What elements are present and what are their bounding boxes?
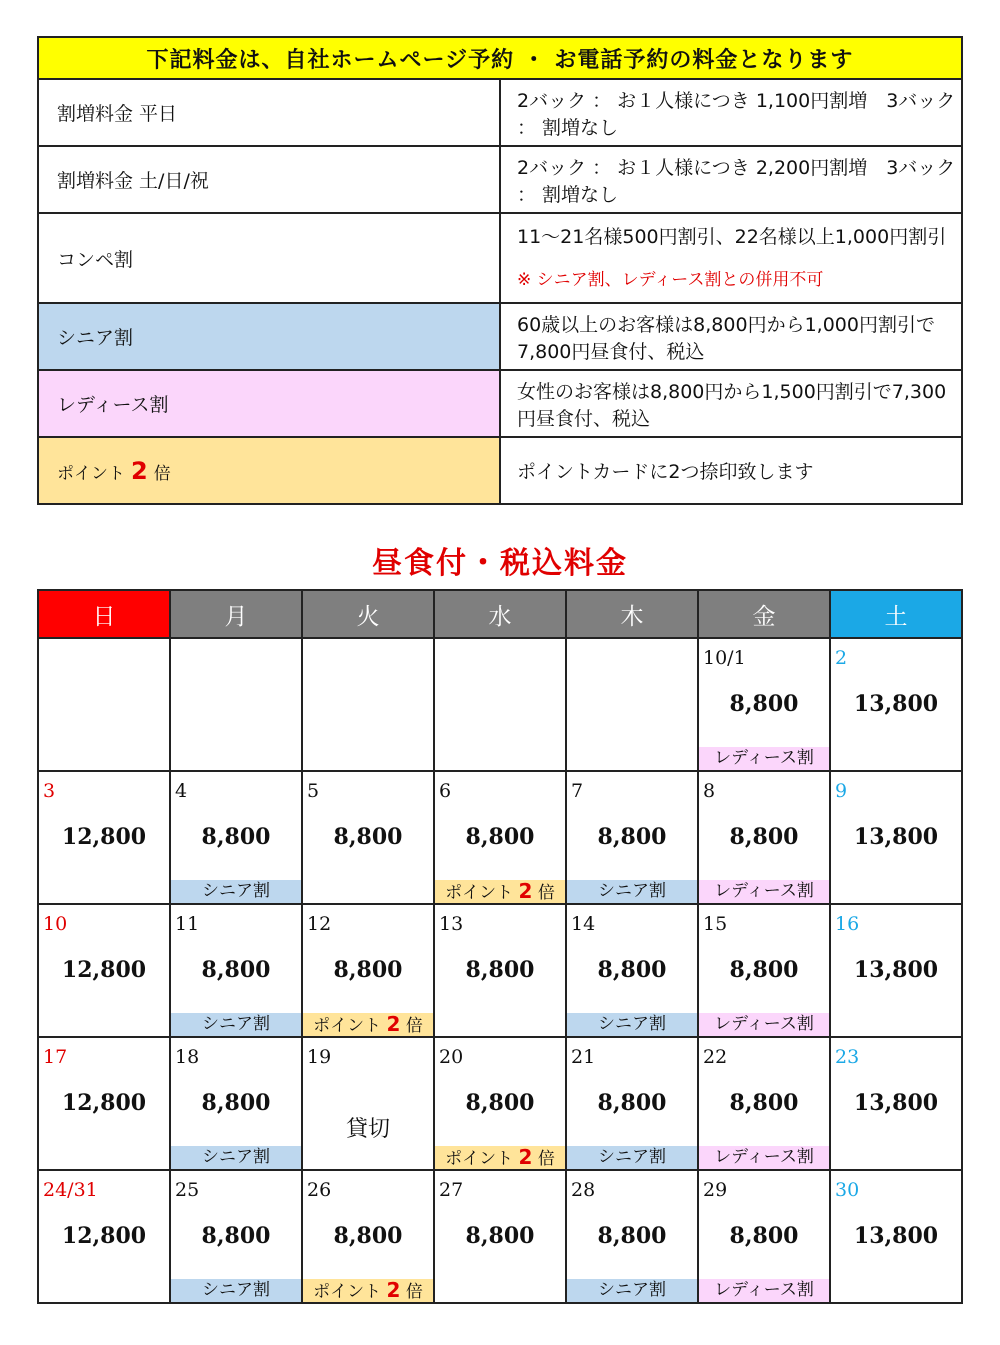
senior-badge: シニア割	[171, 1146, 301, 1169]
senior-badge: シニア割	[567, 880, 697, 903]
point-badge-pre: ポイント	[445, 1149, 514, 1169]
calendar-day-cell	[170, 904, 302, 1037]
day-price: 8,800	[333, 1223, 403, 1249]
price-calendar	[37, 589, 963, 1304]
calendar-day-cell	[830, 904, 962, 1037]
point-badge-num: 2	[386, 1012, 401, 1036]
day-number: 22	[703, 1046, 728, 1068]
day-price: 8,800	[729, 824, 799, 850]
point-badge-post: 倍	[405, 1282, 423, 1302]
day-price: 8,800	[729, 691, 799, 717]
day-price: 8,800	[729, 1223, 799, 1249]
calendar-title: 昼食付・税込料金	[372, 546, 628, 581]
senior-badge: シニア割	[171, 880, 301, 903]
calendar-day-cell	[830, 638, 962, 771]
day-number: 14	[571, 913, 596, 935]
day-price: 8,800	[465, 1090, 535, 1116]
day-number: 24/31	[43, 1179, 98, 1201]
ladies-badge: レディース割	[699, 1013, 829, 1036]
weekday-surcharge-label: 割増料金 平日	[38, 79, 500, 146]
calendar-day-cell	[830, 1037, 962, 1170]
calendar-day-cell	[38, 1170, 170, 1303]
calendar-day-cell	[434, 771, 566, 904]
day-number: 4	[175, 780, 188, 802]
info-row-senior	[38, 303, 962, 370]
day-number: 6	[439, 780, 452, 802]
day-price: 8,800	[729, 1090, 799, 1116]
calendar-day-cell	[302, 1170, 434, 1303]
weekend-surcharge-label: 割増料金 土/日/祝	[38, 146, 500, 213]
info-row-point	[38, 437, 962, 504]
point-badge-pre: ポイント	[313, 1016, 382, 1036]
day-price: 8,800	[465, 957, 535, 983]
weekday-header-row	[38, 590, 962, 638]
weekday-header-mon: 月	[170, 590, 302, 638]
calendar-week-row	[38, 904, 962, 1037]
ladies-badge: レディース割	[699, 747, 829, 770]
compe-discount-label: コンペ割	[38, 213, 500, 303]
calendar-day-cell	[566, 904, 698, 1037]
day-number: 13	[439, 913, 464, 935]
day-number: 26	[307, 1179, 332, 1201]
day-price: 12,800	[61, 824, 147, 850]
day-price: 8,800	[201, 957, 271, 983]
day-price: 8,800	[597, 1223, 667, 1249]
ladies-badge: レディース割	[699, 880, 829, 903]
senior-badge: シニア割	[567, 1146, 697, 1169]
day-number: 28	[571, 1179, 596, 1201]
calendar-day-cell	[38, 904, 170, 1037]
day-price: 12,800	[61, 1223, 147, 1249]
pricing-info-table	[37, 36, 963, 505]
day-price: 8,800	[201, 1223, 271, 1249]
day-price: 12,800	[61, 957, 147, 983]
day-price: 13,800	[853, 1223, 939, 1249]
senior-badge: シニア割	[567, 1013, 697, 1036]
calendar-day-cell	[302, 904, 434, 1037]
day-price: 13,800	[853, 1090, 939, 1116]
calendar-day-cell	[698, 904, 830, 1037]
day-price: 8,800	[597, 824, 667, 850]
calendar-day-cell	[566, 771, 698, 904]
point-double-label	[38, 437, 500, 504]
day-number: 25	[175, 1179, 200, 1201]
day-number: 29	[703, 1179, 728, 1201]
calendar-day-cell	[698, 1037, 830, 1170]
calendar-body	[38, 638, 962, 1303]
weekday-header-tue: 火	[302, 590, 434, 638]
day-price: 12,800	[61, 1090, 147, 1116]
day-price: 13,800	[853, 691, 939, 717]
ladies-badge: レディース割	[699, 1146, 829, 1169]
calendar-day-cell	[830, 1170, 962, 1303]
calendar-day-cell	[434, 638, 566, 771]
day-price: 8,800	[465, 824, 535, 850]
day-price: 13,800	[853, 957, 939, 983]
day-number: 8	[703, 780, 716, 802]
calendar-day-cell	[698, 771, 830, 904]
day-number: 30	[835, 1179, 860, 1201]
ladies-discount-label: レディース割	[38, 370, 500, 437]
day-price: 8,800	[333, 957, 403, 983]
calendar-day-cell	[38, 771, 170, 904]
day-price: 8,800	[333, 824, 403, 850]
calendar-day-cell	[434, 904, 566, 1037]
point-badge-num: 2	[518, 879, 533, 903]
day-number: 21	[571, 1046, 596, 1068]
point-badge-pre: ポイント	[313, 1282, 382, 1302]
calendar-day-cell	[38, 638, 170, 771]
day-number: 7	[571, 780, 584, 802]
ladies-badge: レディース割	[699, 1279, 829, 1302]
day-price: 8,800	[729, 957, 799, 983]
info-header-title: 下記料金は、自社ホームページ予約 ・ お電話予約の料金となります	[38, 37, 962, 79]
day-price: 8,800	[597, 1090, 667, 1116]
weekday-header-sun: 日	[38, 590, 170, 638]
calendar-day-cell	[830, 771, 962, 904]
compe-discount-value: 11～21名様500円割引、22名様以上1,000円割引	[517, 226, 947, 248]
day-price: 8,800	[465, 1223, 535, 1249]
day-price: 8,800	[597, 957, 667, 983]
weekday-header-fri: 金	[698, 590, 830, 638]
calendar-day-cell	[434, 1037, 566, 1170]
point-badge-num: 2	[386, 1278, 401, 1302]
calendar-day-cell	[566, 1037, 698, 1170]
calendar-day-cell	[698, 1170, 830, 1303]
calendar-day-cell	[170, 1037, 302, 1170]
ladies-discount-value: 女性のお客様は8,800円から1,500円割引で7,300円昼食付、税込	[500, 370, 962, 437]
calendar-day-cell	[434, 1170, 566, 1303]
point-badge-pre: ポイント	[445, 883, 514, 903]
point-label-pre: ポイント	[57, 463, 125, 484]
senior-badge: シニア割	[171, 1279, 301, 1302]
day-number: 23	[835, 1046, 860, 1068]
point-double-value: ポイントカードに2つ捺印致します	[500, 437, 962, 504]
compe-discount-note: ※ シニア割、レディース割との併用不可	[517, 270, 824, 290]
calendar-week-row	[38, 1037, 962, 1170]
compe-discount-cell	[500, 213, 962, 303]
day-number: 27	[439, 1179, 464, 1201]
calendar-day-cell	[698, 638, 830, 771]
point-badge	[435, 1146, 565, 1169]
calendar-day-cell	[170, 771, 302, 904]
senior-badge: シニア割	[567, 1279, 697, 1302]
day-number: 3	[43, 780, 56, 802]
calendar-day-cell	[566, 638, 698, 771]
point-label-num: 2	[131, 456, 148, 485]
calendar-day-cell	[566, 1170, 698, 1303]
point-badge-num: 2	[518, 1145, 533, 1169]
calendar-day-cell	[302, 638, 434, 771]
day-number: 15	[703, 913, 728, 935]
point-badge-post: 倍	[537, 1149, 555, 1169]
weekday-header-sat: 土	[830, 590, 962, 638]
calendar-week-row	[38, 638, 962, 771]
senior-badge: シニア割	[171, 1013, 301, 1036]
point-badge	[303, 1013, 433, 1036]
point-badge	[435, 880, 565, 903]
point-badge-post: 倍	[405, 1016, 423, 1036]
calendar-day-cell	[302, 1037, 434, 1170]
calendar-day-cell	[302, 771, 434, 904]
weekday-header-wed: 水	[434, 590, 566, 638]
calendar-week-row	[38, 1170, 962, 1303]
point-badge	[303, 1279, 433, 1302]
day-price: 8,800	[201, 824, 271, 850]
day-note: 貸切	[345, 1117, 390, 1142]
weekday-header-thu: 木	[566, 590, 698, 638]
calendar-week-row	[38, 771, 962, 904]
info-row-compe	[38, 213, 962, 303]
day-number: 5	[307, 780, 320, 802]
day-number: 2	[835, 647, 848, 669]
day-number: 16	[835, 913, 860, 935]
day-number: 12	[307, 913, 332, 935]
calendar-day-cell	[170, 638, 302, 771]
day-number: 11	[175, 913, 200, 935]
day-number: 10/1	[703, 647, 746, 669]
day-number: 17	[43, 1046, 68, 1068]
calendar-day-cell	[38, 1037, 170, 1170]
senior-discount-label: シニア割	[38, 303, 500, 370]
day-price: 8,800	[201, 1090, 271, 1116]
day-number: 10	[43, 913, 68, 935]
senior-discount-value: 60歳以上のお客様は8,800円から1,000円割引で7,800円昼食付、税込	[500, 303, 962, 370]
weekday-surcharge-value: 2バック ： お１人様につき 1,100円割増 3バック ： 割増なし	[500, 79, 962, 146]
day-number: 20	[439, 1046, 464, 1068]
info-row-weekday	[38, 79, 962, 146]
info-row-weekend	[38, 146, 962, 213]
weekend-surcharge-value: 2バック ： お１人様につき 2,200円割増 3バック ： 割増なし	[500, 146, 962, 213]
day-price: 13,800	[853, 824, 939, 850]
calendar-day-cell	[170, 1170, 302, 1303]
day-number: 18	[175, 1046, 200, 1068]
day-number: 19	[307, 1046, 332, 1068]
info-row-ladies	[38, 370, 962, 437]
day-number: 9	[835, 780, 848, 802]
point-badge-post: 倍	[537, 883, 555, 903]
point-label-post: 倍	[153, 463, 171, 484]
